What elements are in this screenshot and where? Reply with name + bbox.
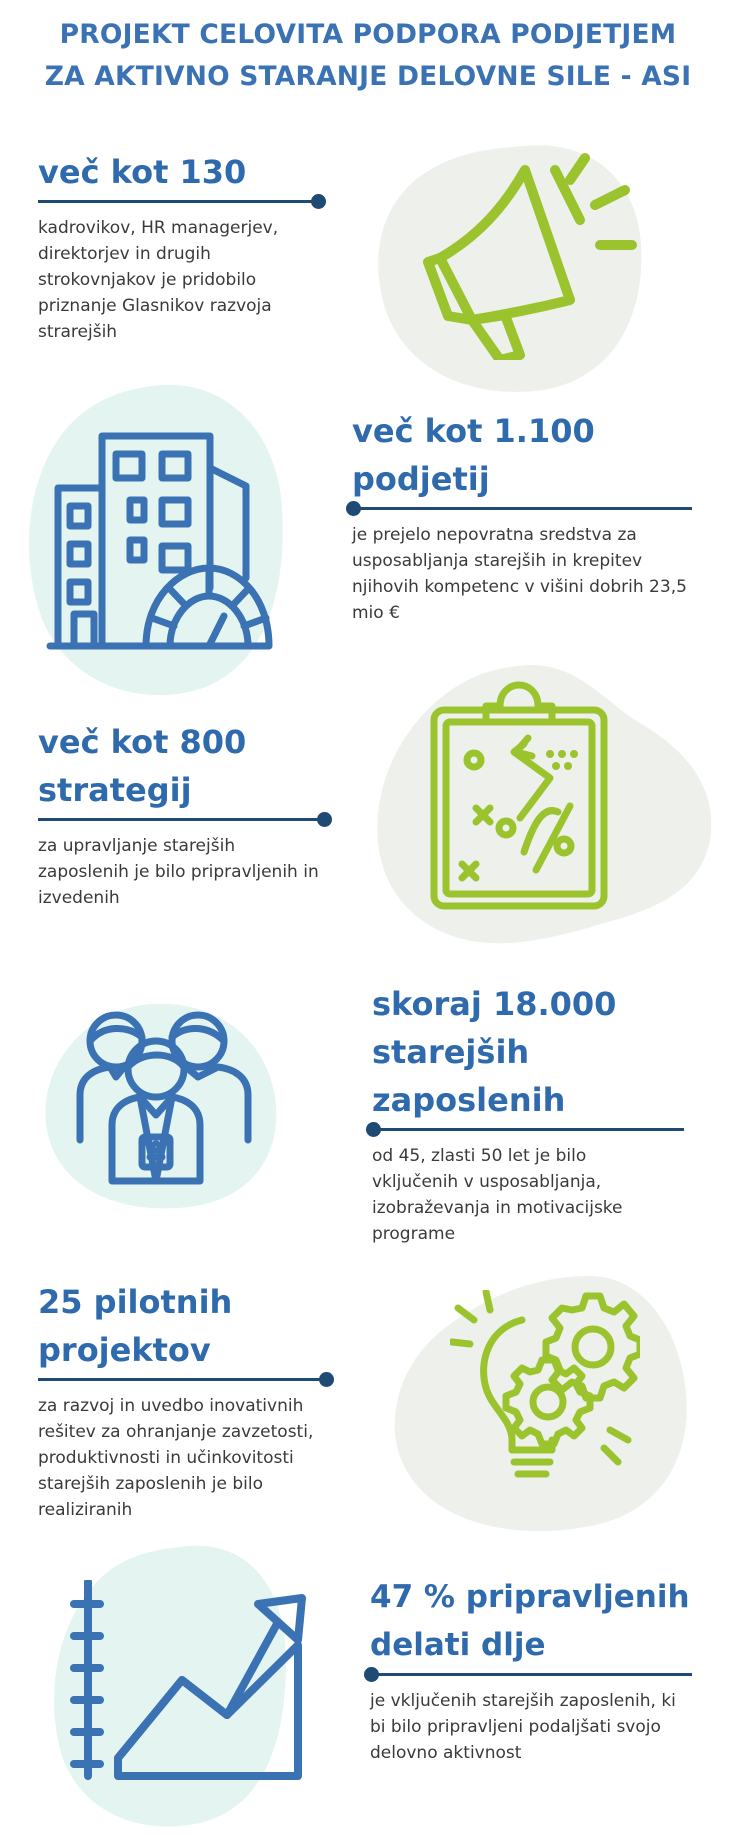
stat-description-5: za razvoj in uvedbo inovativnih rešitev za ohranjanje zavzetosti, produktivnosti in učinkovitosti starejših zaposlenih je bilo realiziranih [38, 1396, 314, 1520]
title-line-2: ZA AKTIVNO STARANJE DELOVNE SILE - ASI [44, 61, 692, 92]
stat-block-3 [38, 718, 326, 911]
stat-heading-2 [352, 407, 692, 503]
stat-description-2: je prejelo nepovratna sredstva za usposabljanja starejših in krepitev njihovih kompetenc v višini dobrih 23,5 mio € [352, 525, 687, 623]
stat-block-6 [370, 1573, 692, 1766]
divider-line-2 [352, 507, 692, 510]
stat-heading-3-line-1: več kot 800 [38, 723, 247, 761]
stat-heading-5-line-1: 25 pilotnih [38, 1283, 233, 1321]
stat-heading-3 [38, 718, 326, 814]
stat-heading-1 [38, 148, 320, 196]
stat-heading-6-line-2: delati dlje [370, 1627, 546, 1663]
employees-group-icon [74, 1005, 254, 1185]
megaphone-icon [420, 150, 640, 360]
stat-heading-3-line-2: strategij [38, 771, 192, 809]
divider-line-5 [38, 1378, 328, 1381]
office-building-icon [44, 428, 274, 650]
lightbulb-gears-icon [450, 1290, 640, 1486]
stat-block-2 [352, 407, 692, 626]
title-line-1: PROJEKT CELOVITA PODPORA PODJETJEM [59, 19, 677, 50]
divider-dot [319, 1372, 334, 1387]
divider-line-3 [38, 818, 326, 821]
stat-block-4 [372, 980, 684, 1247]
divider-dot [346, 501, 361, 516]
divider-dot [366, 1122, 381, 1137]
stat-heading-6 [370, 1573, 692, 1669]
divider-dot [317, 812, 332, 827]
page-title [0, 14, 736, 98]
stat-heading-1-line-1: več kot 130 [38, 153, 247, 191]
divider-line-1 [38, 200, 320, 203]
stat-description-3: za upravljanje starejših zaposlenih je bilo pripravljenih in izvedenih [38, 836, 319, 908]
divider-line-4 [372, 1128, 684, 1131]
stat-block-1 [38, 148, 320, 345]
stat-heading-5-line-2: projektov [38, 1331, 211, 1369]
stat-description-4: od 45, zlasti 50 let je bilo vključenih v usposabljanja, izobraževanja in motivacijske programe [372, 1146, 623, 1244]
growth-chart-icon [62, 1580, 312, 1780]
stat-heading-4-line-2: starejših [372, 1033, 530, 1071]
stat-heading-2-line-1: več kot 1.100 [352, 412, 595, 450]
stat-heading-4-line-3: zaposlenih [372, 1081, 566, 1119]
stat-description-6: je vključenih starejših zaposlenih, ki bi bilo pripravljeni podaljšati svojo delovno aktivnost [370, 1691, 676, 1763]
stat-heading-5 [38, 1278, 328, 1374]
stat-heading-4 [372, 980, 684, 1124]
stat-block-5 [38, 1278, 328, 1523]
stat-description-1: kadrovikov, HR managerjev, direktorjev in drugih strokovnjakov je pridobilo priznanje Glasnikov razvoja strarejših [38, 218, 279, 342]
stat-heading-2-line-2: podjetij [352, 460, 490, 498]
divider-dot [364, 1667, 379, 1682]
stat-heading-4-line-1: skoraj 18.000 [372, 985, 617, 1023]
divider-dot [311, 194, 326, 209]
strategy-clipboard-icon [428, 680, 610, 912]
stat-heading-6-line-1: 47 % pripravljenih [370, 1579, 690, 1615]
divider-line-6 [370, 1673, 692, 1676]
